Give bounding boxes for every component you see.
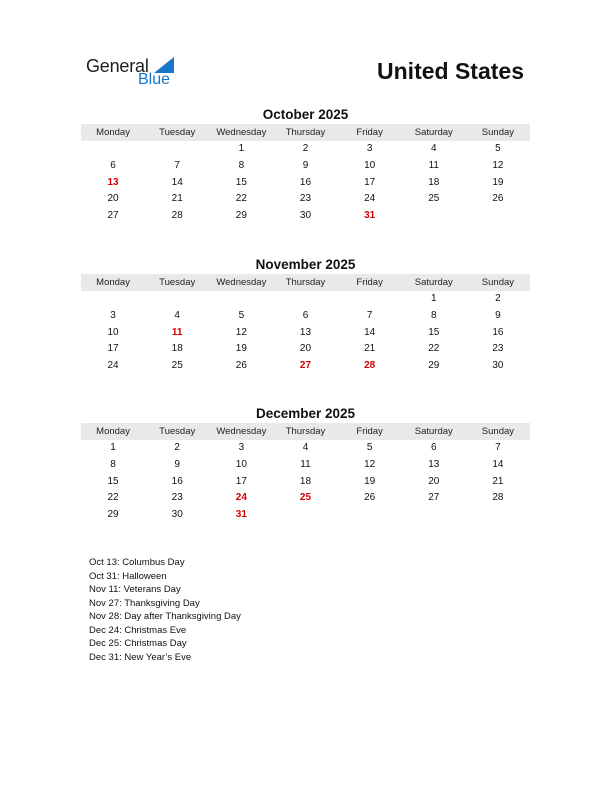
weekday-label: Thursday [285,127,326,138]
day-cell: 6 [302,309,309,321]
weekday-label: Tuesday [159,127,196,138]
weekday-header-row [81,423,530,440]
holiday-day-cell: 11 [171,326,183,338]
weekday-label: Wednesday [216,127,267,138]
week-row [81,507,530,524]
holiday-list-item: Nov 28: Day after Thanksgiving Day [89,611,241,622]
week-row [81,141,530,158]
day-cell: 9 [302,159,309,171]
week-row [81,191,530,208]
day-cell: 8 [238,159,245,171]
week-row [81,358,530,375]
week-row [81,341,530,358]
weekday-label: Monday [96,127,130,138]
day-cell [145,291,209,308]
day-cell: 4 [174,309,180,321]
day-cell: 24 [364,193,376,205]
week-row [81,440,530,457]
day-cell: 4 [302,442,309,453]
day-cell: 13 [428,458,440,470]
weekday-label: Friday [356,277,383,288]
week-row [81,325,530,342]
day-cell [273,291,337,308]
month-title: October 2025 [262,107,349,122]
logo-text-blue: Blue [138,71,171,88]
week-row [81,308,530,325]
holiday-day-cell: 31 [364,210,376,222]
day-cell: 26 [364,492,376,504]
day-cell: 17 [107,343,119,355]
day-cell: 7 [366,309,373,321]
day-cell [273,507,337,524]
weekday-label: Friday [356,127,383,138]
day-cell: 12 [235,326,247,338]
day-cell: 23 [492,343,504,355]
day-cell: 18 [299,475,312,487]
day-cell [145,141,209,158]
day-cell: 16 [171,475,183,487]
holiday-day-cell: 31 [235,509,247,521]
weekday-label: Friday [356,426,383,437]
day-cell: 3 [366,143,373,154]
week-row [81,490,530,507]
day-cell: 10 [364,159,376,171]
weekday-label: Tuesday [159,277,196,288]
weekday-label: Tuesday [159,426,196,437]
holiday-day-cell: 13 [107,176,119,188]
weekday-label: Wednesday [216,277,267,288]
holiday-day-cell: 27 [299,360,312,372]
day-cell: 20 [107,193,119,205]
day-cell: 22 [107,492,119,504]
day-cell: 12 [364,458,376,470]
day-cell: 29 [428,360,440,372]
month-title: November 2025 [255,257,356,272]
month-block [81,405,530,524]
day-cell [402,507,466,524]
day-cell: 23 [171,492,183,504]
day-cell: 7 [174,159,180,171]
week-row [81,291,530,308]
day-cell: 7 [495,442,501,453]
day-cell: 25 [171,360,183,372]
day-cell: 13 [299,326,312,338]
day-cell: 16 [492,326,504,338]
day-cell: 14 [492,458,504,470]
day-cell: 25 [428,193,440,205]
day-cell: 17 [364,176,376,188]
day-cell: 14 [171,176,183,188]
holiday-list [89,556,241,664]
day-cell: 20 [299,343,312,355]
month-block [81,106,530,225]
day-cell: 9 [174,458,180,470]
day-cell: 18 [428,176,440,188]
day-cell: 29 [235,210,247,222]
day-cell: 10 [107,326,119,338]
day-cell: 11 [300,458,311,470]
weekday-label: Thursday [285,277,326,288]
weekday-label: Monday [96,426,130,437]
day-cell: 28 [492,492,504,504]
day-cell: 30 [492,360,504,372]
weekday-label: Saturday [414,127,453,138]
day-cell: 26 [492,193,504,205]
holiday-list-item: Dec 24: Christmas Eve [89,624,187,636]
day-cell: 2 [495,293,501,304]
day-cell: 16 [299,176,312,188]
weekday-label: Saturday [414,426,453,437]
day-cell: 1 [238,143,245,154]
day-cell: 26 [235,360,247,372]
holiday-list-item: Nov 11: Veterans Day [89,584,181,595]
day-cell: 3 [110,309,116,321]
week-row [81,474,530,491]
day-cell [338,291,402,308]
weekday-label: Thursday [285,426,326,437]
day-cell: 17 [235,475,247,487]
day-cell: 30 [299,210,312,222]
day-cell: 9 [495,309,501,321]
day-cell [402,208,466,225]
day-cell [209,291,273,308]
week-row [81,208,530,225]
day-cell: 10 [235,458,247,470]
day-cell: 15 [235,176,247,188]
holiday-day-cell: 25 [299,492,312,504]
holiday-list-item: Oct 31: Halloween [89,570,167,582]
day-cell: 18 [171,343,183,355]
day-cell: 15 [428,326,440,338]
day-cell: 15 [107,475,119,487]
day-cell: 1 [110,442,116,453]
week-row [81,457,530,474]
generalblue-logo [86,56,186,92]
weekday-header-row [81,124,530,141]
day-cell [81,291,145,308]
day-cell: 21 [364,343,376,355]
day-cell [466,208,530,225]
week-row [81,175,530,192]
weekday-header-row [81,274,530,291]
day-cell: 20 [428,475,440,487]
weekday-label: Sunday [481,426,515,437]
weekday-label: Monday [96,277,130,288]
day-cell: 12 [492,159,504,171]
day-cell: 23 [299,193,312,205]
day-cell: 21 [492,475,504,487]
holiday-day-cell: 24 [235,492,247,504]
day-cell: 5 [366,442,373,453]
day-cell: 8 [430,309,437,321]
day-cell [81,141,145,158]
week-row [81,158,530,175]
day-cell: 30 [171,509,183,521]
day-cell: 24 [107,360,119,372]
day-cell: 1 [430,293,437,304]
day-cell: 4 [430,143,437,154]
weekday-label: Wednesday [216,426,267,437]
day-cell: 3 [238,442,245,453]
day-cell: 29 [107,509,119,521]
day-cell: 28 [171,210,183,222]
day-cell: 22 [235,193,247,205]
month-title: December 2025 [255,406,356,421]
day-cell: 22 [428,343,440,355]
day-cell: 6 [430,442,437,453]
day-cell: 5 [238,309,245,321]
day-cell [466,507,530,524]
weekday-label: Saturday [414,277,453,288]
day-cell: 5 [495,143,501,154]
holiday-day-cell: 28 [364,360,376,372]
day-cell: 14 [364,326,376,338]
day-cell: 2 [174,442,180,453]
day-cell: 11 [428,159,439,171]
day-cell: 27 [107,210,119,222]
country-title: United States [377,58,524,84]
holiday-list-item: Nov 27: Thanksgiving Day [89,597,200,609]
logo-text-general: General [86,56,149,76]
day-cell: 8 [110,458,116,470]
weekday-label: Sunday [481,277,515,288]
day-cell: 19 [364,475,376,487]
month-block [81,256,530,375]
holiday-list-item: Oct 13: Columbus Day [89,557,185,568]
day-cell: 21 [171,193,183,205]
day-cell: 19 [492,176,504,188]
day-cell: 2 [302,143,309,154]
holiday-list-item: Dec 25: Christmas Day [89,638,187,649]
holiday-list-item: Dec 31: New Year’s Eve [89,651,192,663]
weekday-label: Sunday [481,127,515,138]
day-cell: 19 [235,343,247,355]
day-cell [338,507,402,524]
day-cell: 6 [110,159,116,171]
day-cell: 27 [428,492,440,504]
